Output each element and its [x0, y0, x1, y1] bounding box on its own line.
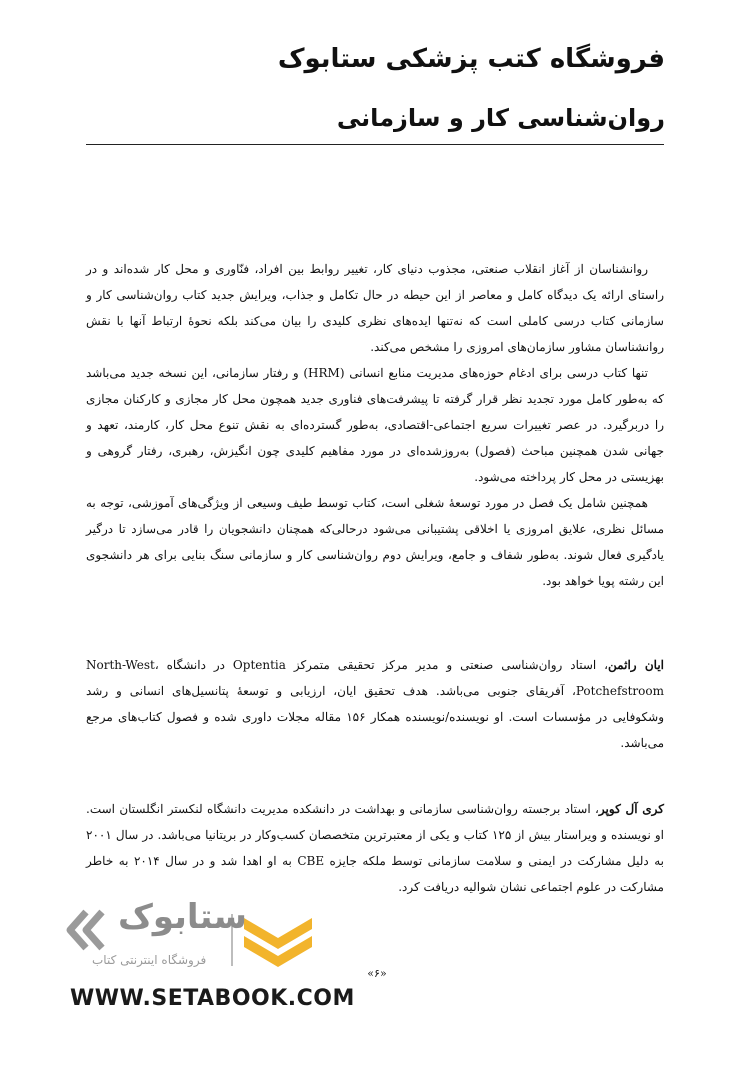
author-bio-2: [86, 796, 664, 900]
description-paragraph-1: روانشناسان از آغاز انقلاب صنعتی، مجذوب دنیای کار، تغییر روابط بین افراد، فنّاوری و محل کار شده‌اند و در راستای ارائه یک دیدگاه کامل و معاصر از این حیطه در حال تکامل و جذاب، ویرایش جدید کتاب روان‌شناسی کار و سازمانی کتاب درسی کاملی است که نه‌تنها ایده‌های نظری کلیدی را بیان می‌کند بلکه نحوهٔ ارتباط آنها با نقش روانشناسان مشاور سازمان‌های امروزی را مشخص می‌کند.: [86, 262, 664, 354]
website-url[interactable]: WWW.SETABOOK.COM: [70, 986, 355, 1011]
author-bio-2-paragraph: [86, 796, 664, 900]
logo-brand-text: ستابوک: [118, 897, 247, 937]
author-2-text: ، استاد برجسته روان‌شناسی سازمانی و بهداشت در دانشکده مدیریت دانشگاه لنکستر انگلستان است. او نویسنده و ویراستار بیش از ۱۲۵ کتاب و یکی از معتبرترین متخصصان کسب‌وکار در بریتانیا می‌باشد. در سال ۲۰۰۱ به دلیل مشارکت در ایمنی و سلامت سازمانی توسط ملکه جایزه CBE به او اهدا شد و در سال ۲۰۱۴ به خاطر مشارکت در علوم اجتماعی نشان شوالیه دریافت کرد.: [86, 802, 665, 894]
author-bio-1-paragraph: [86, 652, 664, 756]
logo-tagline: فروشگاه اینترنتی کتاب: [92, 953, 207, 967]
book-title: روان‌شناسی کار و سازمانی: [336, 104, 665, 132]
description-paragraph-2: تنها کتاب درسی برای ادغام حوزه‌های مدیریت منابع انسانی (HRM) و رفتار سازمانی، این نسخه جدید می‌باشد که به‌طور کامل مورد تجدید نظر قرار گرفته تا پیشرفت‌های فناوری جدید همچون محل کار مجازی و کارکنان مجازی را دربرگیرد. در عصر تغییرات سریع اجتماعی-اقتصادی، به‌طور گسترده‌ای به نقش تنوع محل کار، کارمند، تعهد و جهانی شدن همچنین مباحث (فصول) به‌روزشده‌ای در مورد مفاهیم کلیدی چون انگیزش، رهبری، رفتار گروهی و بهزیستی در محل کار پرداخته می‌شود.: [86, 366, 664, 484]
author-2-name: کری آل کوپر: [598, 802, 664, 816]
author-1-name: ایان راثمن: [608, 658, 665, 672]
header-divider: [86, 144, 664, 145]
description-paragraph-3: همچنین شامل یک فصل در مورد توسعهٔ شغلی است، کتاب توسط طیف وسیعی از ویژگی‌های آموزشی، توجه به مسائل نظری، علایق امروزی یا اخلاقی پشتیبانی می‌شود درحالی‌که همچنان دانشجویان را قادر می‌سازد تا درگیر یادگیری فعال شوند. به‌طور شفاف و جامع، ویرایش دوم روان‌شناسی کار و سازمانی سنگ بنایی برای هر دانشجوی این رشته پویا خواهد بود.: [86, 496, 664, 588]
double-chevron-icon: [70, 912, 102, 948]
author-1-text: ، استاد روان‌شناسی صنعتی و مدیر مرکز تحقیقی متمرکز Optentia در دانشگاه North-West، Potchefstroom، آفریقای جنوبی می‌باشد. هدف تحقیق ایان، ارزیابی و توسعهٔ پتانسیل‌های انسانی و رشد وشکوفایی در مؤسسات است. او نویسنده/نویسنده همکار ۱۵۶ مقاله مجلات داوری شده و فصول کتاب‌های مرجع می‌باشد.: [86, 658, 664, 750]
page-number: «۶»: [367, 967, 387, 980]
store-title: فروشگاه کتب پزشکی ستابوک: [277, 44, 665, 74]
author-bio-1: [86, 652, 664, 756]
book-description: [86, 256, 664, 594]
chevron-stack-logo-icon: [244, 918, 312, 967]
